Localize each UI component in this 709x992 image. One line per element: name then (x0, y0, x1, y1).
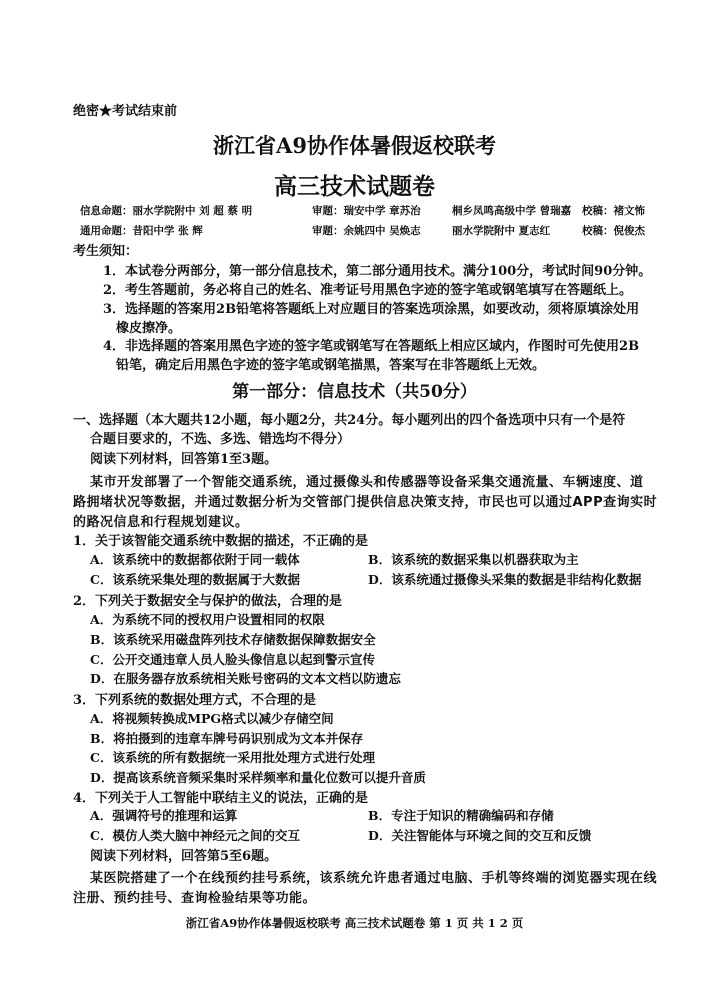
q4-option-b: B．专注于知识的精确编码和存储 (368, 808, 554, 823)
credit-tech-author: 通用命题：昔阳中学 张 辉 (80, 225, 203, 237)
q3-option-b: B．将拍摄到的违章车牌号码识别成为文本并保存 (90, 731, 364, 746)
reading-prompt-2: 阅读下列材料，回答第5至6题。 (90, 849, 278, 864)
page-footer: 浙江省A9协作体暑假返校联考 高三技术试题卷 第 1 页 共 1 2 页 (185, 916, 524, 930)
q1-option-c: C．该系统采集处理的数据属于大数据 (90, 572, 300, 587)
q2-option-a: A．为系统不同的授权用户设置相同的权限 (90, 612, 325, 627)
q4-option-a: A．强调符号的推理和运算 (90, 808, 238, 823)
part-heading-cont: 合题目要求的，不选、多选、错选均不得分） (90, 432, 351, 447)
notice-item-2: 2．考生答题前，务必将自己的姓名、准考证号用黑色字迹的签字笔或钢笔填写在答题纸上。 (103, 283, 633, 298)
credit-tech-proofreader: 校稿：倪俊杰 (582, 225, 645, 237)
credit-info-reviewer2: 桐乡凤鸣高级中学 曾瑞嘉 (452, 205, 572, 217)
exam-title: 浙江省A9协作体暑假返校联考 (213, 133, 496, 158)
section-heading: 第一部分：信息技术（共50分） (232, 382, 477, 402)
q2-option-d: D．在服务器存放系统相关账号密码的文本文档以防遗忘 (90, 671, 401, 686)
material-2-line-2: 注册、预约挂号、查询检验结果等功能。 (73, 891, 317, 906)
question-3: 3．下列系统的数据处理方式，不合理的是 (73, 693, 317, 708)
q3-option-c: C．该系统的所有数据统一采用批处理方式进行处理 (90, 750, 375, 765)
paper-subtitle: 高三技术试题卷 (274, 173, 435, 200)
reading-prompt-1: 阅读下列材料，回答第1至3题。 (90, 452, 278, 467)
credit-info-author: 信息命题：丽水学院附中 刘 超 蔡 明 (80, 205, 253, 217)
question-4: 4．下列关于人工智能中联结主义的说法，正确的是 (73, 791, 369, 806)
q3-option-a: A．将视频转换成MPG格式以减少存储空间 (90, 711, 334, 726)
credit-info-proofreader: 校稿：褚文怖 (582, 205, 645, 217)
q1-option-b: B．该系统的数据采集以机器获取为主 (368, 552, 579, 567)
material-2-line-1: 某医院搭建了一个在线预约挂号系统，该系统允许患者通过电脑、手机等终端的浏览器实现在线 (90, 871, 658, 886)
credit-info-reviewer1: 审题：瑞安中学 章苏治 (312, 205, 421, 217)
q3-option-d: D．提高该系统音频采集时采样频率和量化位数可以提升音质 (90, 770, 426, 785)
question-2: 2．下列关于数据安全与保护的做法，合理的是 (73, 594, 343, 609)
q1-option-d: D．该系统通过摄像头采集的数据是非结构化数据 (368, 572, 642, 587)
notice-item-3-cont: 橡皮擦净。 (116, 321, 182, 336)
confidential-label: 绝密★考试结束前 (73, 104, 178, 119)
material-1-line-2: 路拥堵状况等数据，并通过数据分析为交管部门提供信息决策支持，市民也可以通过APP查询实时 (73, 495, 658, 510)
q2-option-c: C．公开交通违章人员人脸头像信息以起到警示宣传 (90, 652, 375, 667)
q4-option-d: D．关注智能体与环境之间的交互和反馈 (368, 828, 592, 843)
part-heading: 一、选择题（本大题共12小题，每小题2分，共24分。每小题列出的四个备选项中只有一个是符 (73, 413, 626, 428)
credit-tech-reviewer1: 审题：余姚四中 吴焕志 (312, 225, 421, 237)
material-1-line-1: 某市开发部署了一个智能交通系统，通过摄像头和传感器等设备采集交通流量、车辆速度、道 (90, 475, 644, 490)
credit-tech-reviewer2: 丽水学院附中 夏志红 (452, 225, 551, 237)
notice-item-1: 1．本试卷分两部分，第一部分信息技术，第二部分通用技术。满分100分，考试时间90分钟。 (103, 264, 652, 279)
notice-item-3: 3．选择题的答案用2B铅笔将答题纸上对应题目的答案选项涂黑，如要改动，须将原填涂处用 (103, 302, 640, 317)
q2-option-b: B．该系统采用磁盘阵列技术存储数据保障数据安全 (90, 632, 376, 647)
question-1: 1．关于该智能交通系统中数据的描述，不正确的是 (73, 534, 369, 549)
notice-item-4: 4．非选择题的答案用黑色字迹的签字笔或钢笔写在答题纸上相应区域内，作图时可先使用2B (103, 339, 640, 354)
notice-item-4-cont: 铅笔，确定后用黑色字迹的签字笔或钢笔描黑，答案写在非答题纸上无效。 (116, 358, 546, 373)
material-1-line-3: 的路况信息和行程规划建议。 (73, 515, 249, 530)
q4-option-c: C．模仿人类大脑中神经元之间的交互 (90, 828, 300, 843)
q1-option-a: A．该系统中的数据都依附于同一载体 (90, 552, 300, 567)
notice-heading: 考生须知： (73, 244, 139, 259)
